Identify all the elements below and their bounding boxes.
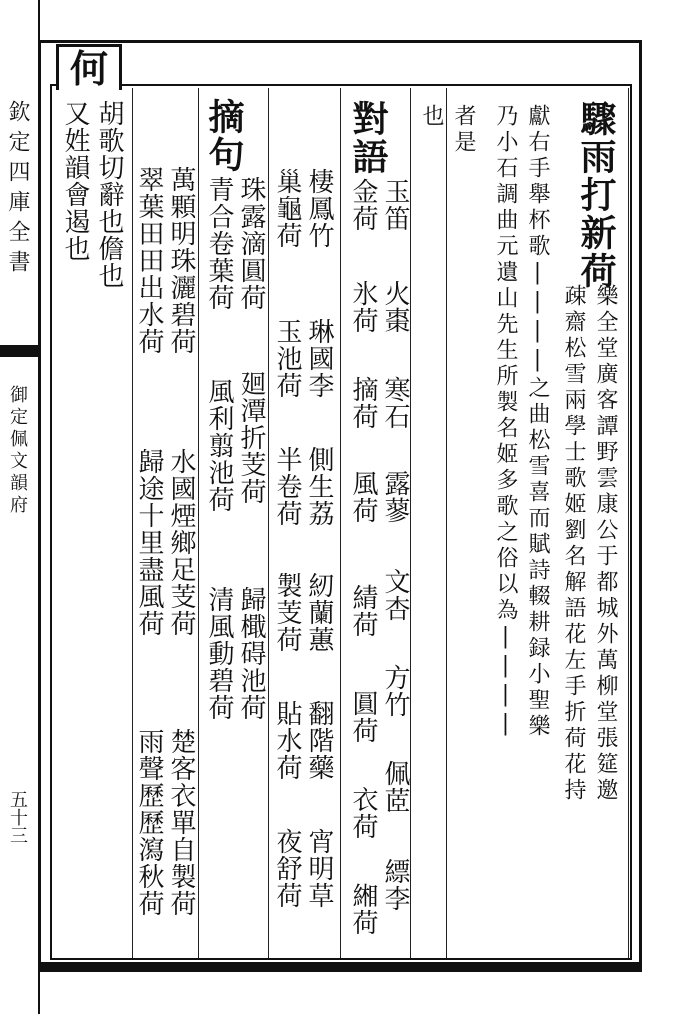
column-divider	[410, 88, 411, 958]
fishtail-mark	[0, 345, 40, 357]
pair-item: 文杏	[380, 568, 410, 622]
pair-item: 緗荷	[348, 882, 378, 936]
side-margin	[0, 0, 40, 1014]
entry-text: 疎齋松雪兩學士歌姬劉名解語花左手折荷花持	[561, 284, 586, 804]
bottom-rule	[38, 962, 642, 972]
couplet-line: 珠露滴圓荷	[236, 176, 266, 311]
pair-item: 巢龜荷	[272, 168, 302, 249]
pair-item: 半卷荷	[272, 446, 302, 527]
book-series-title: 欽定四庫全書	[5, 100, 30, 280]
pair-item: 棲鳳竹	[304, 168, 334, 249]
entry-text: 乃小石調曲元遺山先生所製名姬多歌之俗以為||||	[493, 104, 518, 740]
couplet-line: 翠葉田田出水荷	[134, 166, 164, 355]
pair-item: 露蓼	[380, 470, 410, 524]
pair-item: 佩茝	[380, 760, 410, 814]
pair-item: 寒石	[380, 376, 410, 430]
entry-text: 也	[419, 104, 444, 126]
rhyme-tab: 何	[56, 44, 122, 90]
couplet-line: 清風動碧荷	[204, 586, 234, 721]
couplet-line: 萬顆明珠灑碧荷	[166, 166, 196, 355]
entry-heading: 驟雨打新荷	[575, 100, 617, 290]
pair-item: 玉池荷	[272, 318, 302, 399]
pair-item: 琳國李	[304, 318, 334, 399]
pair-item: 火棗	[380, 280, 410, 334]
pair-item: 紉蘭蕙	[304, 572, 334, 653]
column-divider	[340, 88, 341, 958]
pair-item: 金荷	[348, 178, 378, 232]
pair-item: 圓荷	[348, 690, 378, 744]
pair-item: 側生荔	[304, 446, 334, 527]
couplet-line: 雨聲歷歷瀉秋荷	[134, 728, 164, 917]
pair-item: 夜舒荷	[272, 828, 302, 909]
pair-item: 氷荷	[348, 280, 378, 334]
pair-item: 製芰荷	[272, 572, 302, 653]
section-heading-zhaiju: 摘句	[203, 98, 245, 174]
pair-item: 玉笛	[380, 178, 410, 232]
entry-text: 者是	[451, 104, 476, 156]
couplet-line: 青合卷葉荷	[204, 176, 234, 311]
pair-item: 縹李	[380, 858, 410, 912]
column-divider	[628, 88, 629, 958]
pair-item: 貼水荷	[272, 700, 302, 781]
pair-item: 方竹	[380, 664, 410, 718]
couplet-line: 水國煙鄉足芰荷	[166, 448, 196, 637]
pair-item: 摘荷	[348, 376, 378, 430]
pair-item: 宵明草	[304, 828, 334, 909]
entry-text: 樂全堂廣客譚野雲康公于都城外萬柳堂張筵邀	[593, 284, 618, 804]
pair-item: 翻階藥	[304, 700, 334, 781]
pair-item: 風荷	[348, 470, 378, 524]
book-name: 御定佩文韻府	[7, 385, 28, 517]
couplet-line: 歸檝碍池荷	[236, 586, 266, 721]
couplet-line: 楚客衣單自製荷	[166, 728, 196, 917]
column-divider	[268, 88, 269, 958]
couplet-line: 歸途十里盡風荷	[134, 448, 164, 637]
column-divider	[132, 88, 133, 958]
couplet-line: 風利翦池荷	[204, 378, 234, 513]
entry-text: 獻右手舉杯歌||||之曲松雪喜而賦詩輟耕録小聖樂	[525, 104, 550, 740]
column-divider	[446, 88, 447, 958]
gloss-text: 胡歌切辭也儋也	[94, 100, 124, 289]
couplet-line: 廻潭折芰荷	[236, 370, 266, 505]
section-heading-duiyu: 對語	[347, 100, 389, 176]
gloss-text: 又姓韻會遏也	[60, 100, 90, 262]
column-divider	[198, 88, 199, 958]
page-number: 五十三	[7, 790, 28, 844]
pair-item: 衣荷	[348, 786, 378, 840]
pair-item: 綪荷	[348, 584, 378, 638]
